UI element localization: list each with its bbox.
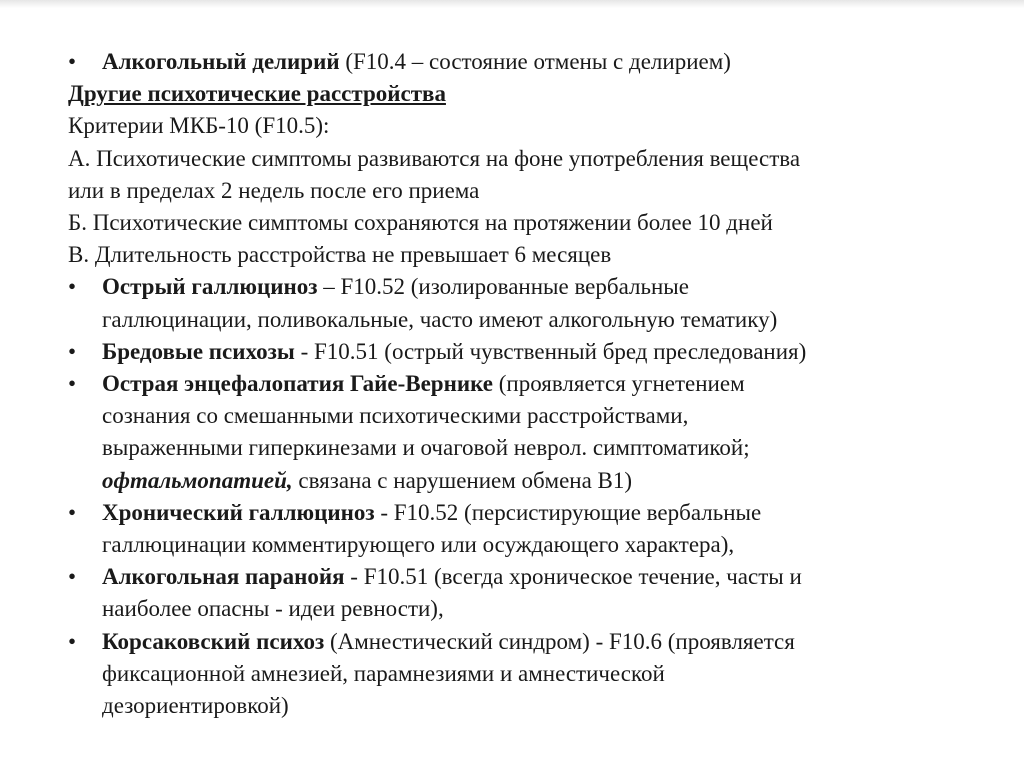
criterion-a-line2: или в пределах 2 недель после его приема bbox=[68, 177, 480, 203]
bullet-marker: • bbox=[68, 628, 77, 654]
item-description-cont: галлюцинации комментирующего или осуждающего характера), bbox=[102, 532, 735, 558]
item-description: - F10.51 (острый чувственный бред преследования) bbox=[294, 338, 807, 364]
bullet-marker: • bbox=[68, 274, 77, 300]
item-description-cont: сознания со смешанными психотическими расстройствами, bbox=[102, 403, 689, 429]
item-description-cont: галлюцинации, поливокальные, часто имеют алкогольную тематику) bbox=[102, 306, 778, 332]
item-description: (Амнестический синдром) - F10.6 (проявляется bbox=[324, 628, 795, 654]
term-korsakoff-psychosis: Корсаковский психоз bbox=[102, 628, 325, 654]
bullet-marker: • bbox=[68, 338, 77, 364]
list-item-alcoholic-delirium bbox=[68, 46, 968, 78]
item-description-cont: дезориентировкой) bbox=[102, 693, 289, 719]
list-item-acute-hallucinosis bbox=[68, 271, 968, 335]
slide-content bbox=[68, 46, 968, 722]
list-item-delusional-psychoses bbox=[68, 336, 968, 368]
item-description: (проявляется угнетением bbox=[492, 371, 745, 397]
list-item-wernicke-encephalopathy bbox=[68, 368, 968, 497]
list-item-chronic-hallucinosis bbox=[68, 497, 968, 561]
item-description-cont: наиболее опасны - идеи ревности), bbox=[102, 596, 444, 622]
item-description-cont: связана с нарушением обмена B1) bbox=[292, 467, 633, 493]
criteria-title: Критерии МКБ-10 (F10.5): bbox=[68, 113, 330, 139]
bullet-marker: • bbox=[68, 499, 77, 525]
term-acute-hallucinosis: Острый галлюциноз bbox=[102, 274, 318, 300]
term-wernicke-encephalopathy: Острая энцефалопатия Гайе-Вернике bbox=[102, 371, 493, 397]
criterion-a-line1: А. Психотические симптомы развиваются на фоне употребления вещества bbox=[68, 145, 801, 171]
term-ophthalmopathy: офтальмопатией, bbox=[102, 467, 293, 493]
slide-top-edge bbox=[0, 0, 1024, 8]
bullet-marker: • bbox=[68, 371, 77, 397]
criterion-b: Б. Психотические симптомы сохраняются на протяжении более 10 дней bbox=[68, 210, 773, 236]
item-description: – F10.52 (изолированные вербальные bbox=[317, 274, 689, 300]
term-alcoholic-paranoia: Алкогольная паранойя bbox=[102, 564, 345, 590]
term-alcoholic-delirium: Алкогольный делирий bbox=[102, 49, 340, 74]
item-description-cont: фиксационной амнезией, парамнезиями и амнестической bbox=[102, 660, 665, 686]
section-heading: Другие психотические расстройства bbox=[68, 81, 446, 107]
list-item-alcoholic-paranoia bbox=[68, 561, 968, 625]
criterion-c: В. Длительность расстройства не превышает 6 месяцев bbox=[68, 242, 612, 268]
item-description: - F10.51 (всегда хроническое течение, часты и bbox=[344, 564, 802, 590]
term-delusional-psychoses: Бредовые психозы bbox=[102, 338, 295, 364]
item-description-cont: выраженными гиперкинезами и очаговой неврол. симптоматикой; bbox=[102, 435, 750, 461]
item-description: (F10.4 – состояние отмены с делирием) bbox=[339, 49, 731, 74]
bullet-marker: • bbox=[68, 564, 77, 590]
bullet-marker: • bbox=[68, 49, 77, 74]
list-item-korsakoff-psychosis bbox=[68, 626, 968, 723]
item-description: - F10.52 (персистирующие вербальные bbox=[374, 499, 762, 525]
term-chronic-hallucinosis: Хронический галлюциноз bbox=[102, 499, 375, 525]
